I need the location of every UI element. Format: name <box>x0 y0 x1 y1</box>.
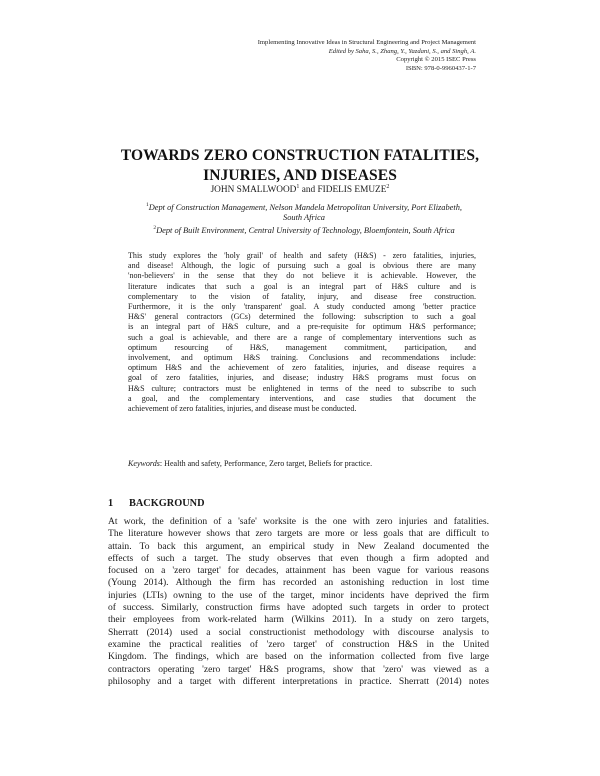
author-2-mark: 2 <box>386 184 390 190</box>
body-line: injuries (LTIs) owning to the use of the target, minor incidents have deprived the firm <box>108 589 489 601</box>
affiliation-1-mark: 1 <box>145 202 149 208</box>
body-line: Sherratt (2014) used a social constructionist methodology with discourse analysis to <box>108 626 489 638</box>
body-line: Kingdom. The findings, which are based on the information collected from five large <box>108 651 489 663</box>
paper-title-line-1: TOWARDS ZERO CONSTRUCTION FATALITIES, <box>120 147 480 164</box>
author-2: FIDELIS EMUZE <box>317 185 387 196</box>
keywords-label: Keywords <box>128 459 160 468</box>
abstract-line: such a goal is achievable, and there are a range of complementary interventions such as <box>128 332 476 342</box>
abstract-line: H&S' general contractors (GCs) determined the following: subscription to such a goal <box>128 312 476 322</box>
section-body <box>108 516 489 688</box>
affiliation-2 <box>118 223 490 236</box>
abstract-line: and disease! Although, the logic of pursuing such a goal is obvious there are many <box>128 261 476 271</box>
abstract-line: optimum resourcing of H&S, management commitment, participation, and <box>128 342 476 352</box>
affiliation-1 <box>118 200 490 224</box>
body-line: attain. To back this argument, an empirical study in New Zealand documented the <box>108 540 489 552</box>
body-line: The literature however shows that zero targets are more or less goals that are difficult to <box>108 528 489 540</box>
abstract-line: a goal, and the complementary interventions, and case studies that document the <box>128 393 476 403</box>
affiliation-1-line-1: Dept of Construction Management, Nelson Mandela Metropolitan University, Port Elizabeth, <box>148 202 462 212</box>
abstract-line: achievement of zero fatalities, injuries, and disease must be conducted. <box>128 404 357 414</box>
affiliation-2-line-1: Dept of Built Environment, Central University of Technology, Bloemfontein, South Africa <box>156 225 455 235</box>
abstract-line: This study explores the 'holy grail' of health and safety (H&S) - zero fatalities, injuries, <box>128 251 476 260</box>
affiliation-2-mark: 2 <box>153 225 157 231</box>
section-heading <box>108 498 205 509</box>
paper-title-line-2: INJURIES, AND DISEASES <box>203 167 397 184</box>
body-line: (Young 2014). Although the firm has recorded an astonishing reduction in lost time <box>108 577 489 589</box>
abstract-line: 'non-believers' in the sense that they do not believe it is achievable. However, the <box>128 271 476 281</box>
abstract-line: is an integral part of H&S culture, and a pre-requisite for optimum H&S performance; <box>128 322 476 332</box>
author-list <box>0 184 600 195</box>
abstract-line: H&S culture; contractors must be enlightened in terms of the need to subscribe to such <box>128 383 476 393</box>
body-line: their employees from work-related harm (Wilkins 2011). In a study on zero targets, <box>108 614 489 626</box>
abstract-line: complementary to the vision of fatality, injury, and disease free construction. <box>128 291 476 301</box>
section-title: BACKGROUND <box>129 498 205 509</box>
body-line: At work, the definition of a 'safe' worksite is the one with zero injuries and fatalities. <box>108 516 489 527</box>
abstract-line: optimum H&S and the achievement of zero fatalities, injuries, and disease requires a <box>128 363 476 373</box>
author-1-mark: 1 <box>296 184 300 190</box>
header-copyright: Copyright © 2015 ISEC Press <box>396 56 476 64</box>
header-proceedings-title: Implementing Innovative Ideas in Structural Engineering and Project Management <box>257 39 476 46</box>
body-line: focused on a 'zero target' for decades, attainment has been vague for various reasons <box>108 565 489 577</box>
author-1: JOHN SMALLWOOD <box>210 185 297 196</box>
abstract-line: Furthermore, it is the only 'transparent' goal. A study conducted among 'better practice <box>128 302 476 312</box>
abstract-line: goal of zero fatalities, injuries, and disease; industry H&S programs must focus on <box>128 373 476 383</box>
body-line: examine the practical realities of 'zero target' of construction H&S in the United <box>108 638 489 650</box>
keywords-text: : Health and safety, Performance, Zero target, Beliefs for practice. <box>159 459 373 468</box>
abstract-line: literature indicates that such a goal is an integral part of H&S culture and is <box>128 281 476 291</box>
keywords <box>128 459 488 469</box>
header-editors: Edited by Saha, S., Zhang, Y., Yazdani, S., and Singh, A. <box>328 47 476 55</box>
publication-header <box>156 39 476 74</box>
body-line: of success. Similarly, construction firms have adopted such targets in order to protect <box>108 602 489 614</box>
header-isbn: ISBN: 978-0-9960437-1-7 <box>405 65 476 73</box>
section-number: 1 <box>108 498 114 509</box>
affiliation-1-line-2: South Africa <box>283 213 325 223</box>
body-line: effects of such a target. The study observes that even though a firm adopted and <box>108 552 489 564</box>
body-line: philosophy and a target with different interpretations in practice. Sherratt (2014) notes <box>108 675 489 687</box>
body-line: contractors operating 'zero target' H&S programs, show that 'zero' was viewed as a <box>108 663 489 675</box>
abstract <box>128 251 476 414</box>
author-conjunction: and <box>299 185 318 196</box>
abstract-line: involvement, and optimum H&S training. Conclusions and recommendations include: <box>128 353 476 363</box>
